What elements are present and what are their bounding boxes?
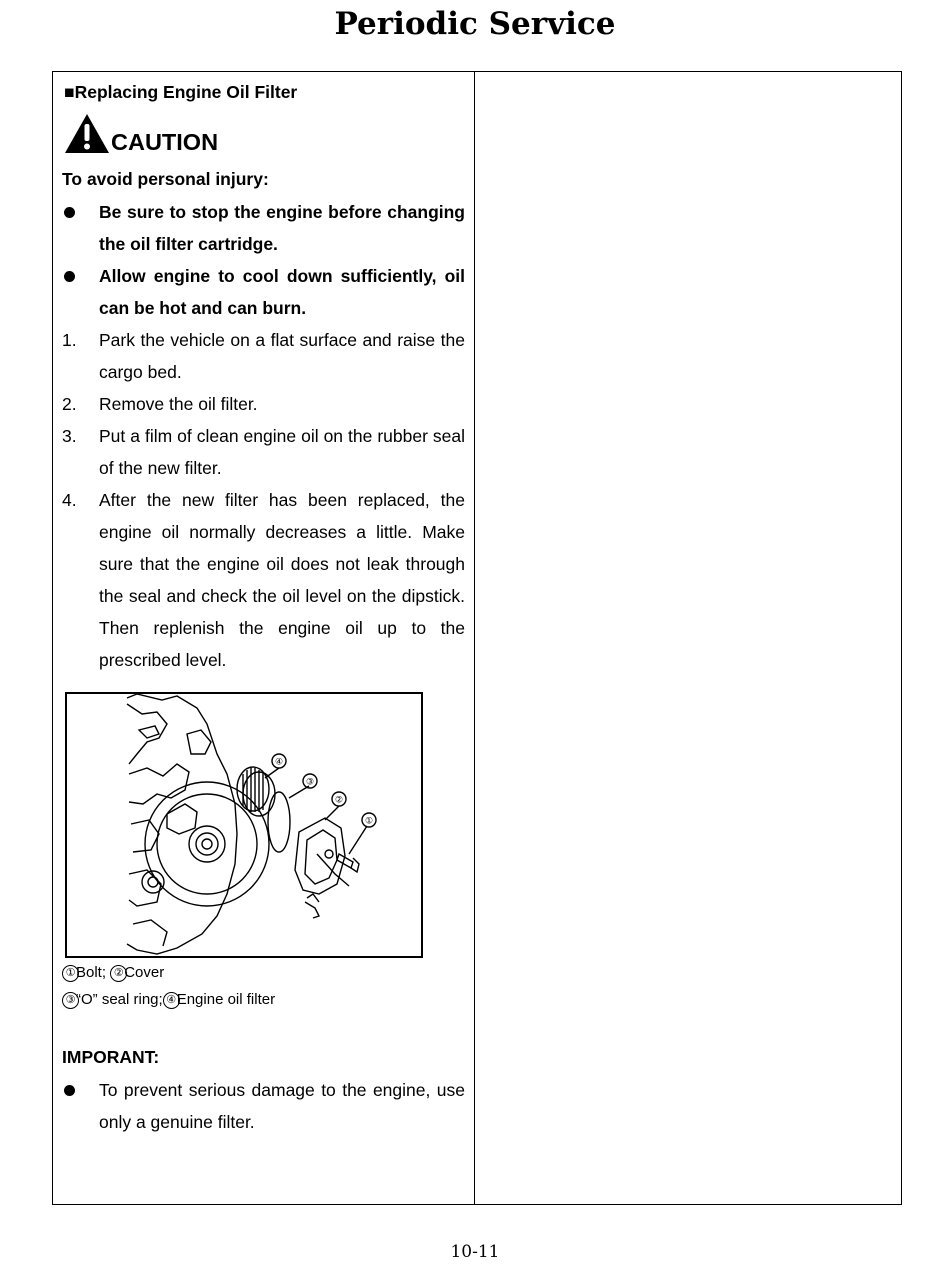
step-item: [62, 324, 465, 388]
legend-filter: Engine oil filter: [176, 991, 276, 1008]
caution-intro: To avoid personal injury:: [62, 169, 269, 189]
important-item: [62, 1074, 465, 1138]
section-heading: ■Replacing Engine Oil Filter: [64, 82, 298, 102]
callout-marker: ④: [163, 992, 180, 1009]
step-item: [62, 420, 465, 484]
page-number: 10-11: [450, 1242, 500, 1262]
step-text: Remove the oil filter.: [99, 394, 258, 414]
callout-marker: ②: [110, 965, 127, 982]
warning-item: [62, 260, 465, 324]
callout-marker: ③: [62, 992, 79, 1009]
instruction-list: [62, 196, 465, 676]
step-number: 2.: [62, 394, 77, 414]
figure-legend-line-2: [62, 991, 275, 1009]
legend-bolt: Bolt;: [76, 964, 107, 981]
callout-2: ②: [334, 794, 344, 805]
legend-cover: Cover: [124, 964, 165, 981]
content-table: [52, 71, 902, 1205]
callout-3: ③: [305, 776, 315, 787]
bullet-icon: [62, 1074, 75, 1106]
step-number: 1.: [62, 330, 77, 350]
oil-filter-diagram: [65, 692, 423, 958]
step-text: After the new filter has been replaced, the engine oil normally decreases a little. Make sure that the engine oil does not leak through the seal and check the oil level on the dipstick. Then replenish the engine oil up to the prescribed level.: [99, 490, 465, 670]
bullet-icon: [62, 196, 75, 228]
important-text: To prevent serious damage to the engine, use only a genuine filter.: [99, 1080, 465, 1132]
caution-label: CAUTION: [111, 129, 219, 155]
column-divider: [474, 72, 475, 1204]
step-text: Put a film of clean engine oil on the rubber seal of the new filter.: [99, 426, 465, 478]
important-list: [62, 1074, 465, 1138]
callout-1: ①: [364, 815, 374, 826]
warning-triangle-icon: [64, 112, 110, 154]
warning-item: [62, 196, 465, 260]
step-item: [62, 388, 465, 420]
figure-legend-line-1: [62, 964, 164, 982]
warning-text: Be sure to stop the engine before changing the oil filter cartridge.: [99, 202, 465, 254]
legend-seal: “O” seal ring;: [76, 991, 163, 1008]
step-number: 3.: [62, 426, 77, 446]
step-text: Park the vehicle on a flat surface and raise the cargo bed.: [99, 330, 465, 382]
callout-4: ④: [274, 756, 284, 767]
engine-illustration: [67, 694, 421, 956]
page-title: Periodic Service: [334, 6, 616, 42]
step-item: [62, 484, 465, 676]
important-heading: IMPORANT:: [62, 1047, 160, 1067]
warning-text: Allow engine to cool down sufficiently, oil can be hot and can burn.: [99, 266, 465, 318]
bullet-icon: [62, 260, 75, 292]
callout-marker: ①: [62, 965, 79, 982]
step-number: 4.: [62, 490, 77, 510]
